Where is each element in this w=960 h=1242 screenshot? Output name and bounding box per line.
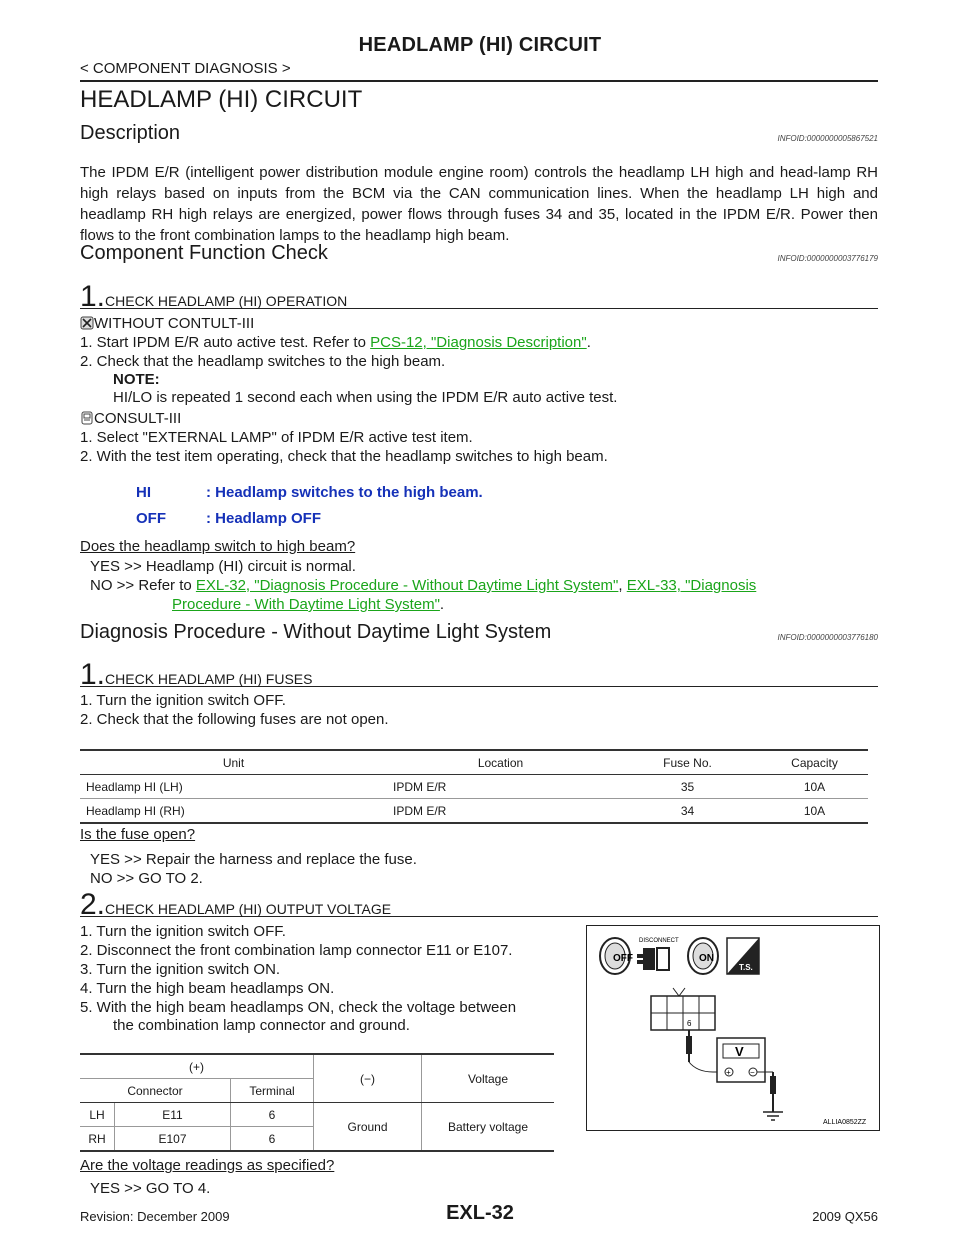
disconnect-icon [637,938,679,970]
without-consult-label: WITHOUT CONTULT-III [94,315,255,332]
consult-label: CONSULT-III [94,410,182,427]
cfc-w-step-1: 1. Start IPDM E/R auto active test. Refer to PCS-12, "Diagnosis Description". [80,334,591,351]
exl-33-link[interactable]: EXL-33, "Diagnosis [626,577,757,594]
figure-drawing [587,926,879,1130]
pcs-12-link[interactable]: PCS-12, "Diagnosis Description" [370,334,587,351]
ignition-off-icon [600,938,633,974]
hi-value: : Headlamp switches to the high beam. [206,484,483,501]
dp-s2-5: 5. With the high beam headlamps ON, check the voltage between [80,999,517,1016]
fuse-question: Is the fuse open? [80,826,196,843]
cfc-c-step-1: 1. Select "EXTERNAL LAMP" of IPDM E/R active test item. [80,429,473,446]
cfc-yes: YES >> Headlamp (HI) circuit is normal. [90,558,356,575]
dp-step-1: 1.CHECK HEADLAMP (HI) FUSES [80,658,878,687]
footer-revision: Revision: December 2009 [80,1209,230,1224]
dp-infoid: INFOID:0000000003776180 [777,633,878,642]
header-rule [80,80,878,82]
consult-icon [80,411,94,425]
hi-key: HI [136,484,151,501]
without-consult-row [80,315,254,332]
cfc-w-step-2: 2. Check that the headlamp switches to the high beam. [80,353,446,370]
note-label: NOTE: [113,371,160,388]
exl-33-link-cont[interactable]: Procedure - With Daytime Light System" [172,596,440,613]
off-key: OFF [136,510,166,527]
dp-step-2: 2.CHECK HEADLAMP (HI) OUTPUT VOLTAGE [80,888,878,917]
description-body: The IPDM E/R (intelligent power distribution module engine room) controls the headlamp LH high and head-lamp RH high relays based on inputs from the BCM via the CAN communication lines. When the headlamp LH high and headlamp RH high relays are energized, power flows through fuses 34 and 35, located in the IPDM E/R. Power then flows to the front combination lamps to the headlamp high beam. [80,164,878,244]
fuse-table-header: Unit Location Fuse No. Capacity [80,750,868,775]
running-header-subtitle: < COMPONENT DIAGNOSIS > [80,60,291,77]
note-text: HI/LO is repeated 1 second each when using the IPDM E/R auto active test. [113,389,618,406]
voltage-table: (+) (−) Voltage Connector Terminal LH E11 6 Ground Battery voltage RH E107 6 [80,1053,554,1152]
dp-s1-1: 1. Turn the ignition switch OFF. [80,692,286,709]
fuse-table [80,749,868,824]
dp-heading: Diagnosis Procedure - Without Daytime Light System [80,621,552,643]
figure-code: ALLIA0852ZZ [823,1119,867,1126]
cfc-infoid: INFOID:0000000003776179 [777,254,878,263]
consult-row [80,410,181,427]
cfc-question: Does the headlamp switch to high beam? [80,538,356,555]
pin-number: 6 [687,1019,692,1028]
running-header-title: HEADLAMP (HI) CIRCUIT [358,34,602,56]
table-row: LH E11 6 Ground Battery voltage [80,1103,554,1127]
dp-s2-1: 1. Turn the ignition switch OFF. [80,923,286,940]
svg-text:DISCONNECT: DISCONNECT [639,938,679,944]
voltage-question: Are the voltage readings as specified? [80,1157,335,1174]
dp-s2-5-cont: the combination lamp connector and ground. [113,1017,410,1034]
step-title: CHECK HEADLAMP (HI) OPERATION [105,293,348,309]
table-row: Headlamp HI (RH) IPDM E/R 34 10A [86,803,826,818]
description-heading: Description [80,122,181,144]
cfc-heading: Component Function Check [80,242,328,264]
cfc-no: NO >> Refer to EXL-32, "Diagnosis Procedure - Without Daytime Light System", EXL-33, "Diagnosis [90,577,757,594]
svg-text:ON: ON [699,953,714,964]
svg-text:+: + [726,1068,731,1077]
svg-text:V: V [735,1044,744,1059]
voltage-check-figure [586,925,880,1131]
footer-model: 2009 QX56 [812,1209,878,1224]
cfc-c-step-2: 2. With the test item operating, check that the headlamp switches to high beam. [80,448,608,465]
no-consult-icon [80,316,94,330]
dp-s1-2: 2. Check that the following fuses are not open. [80,711,389,728]
fuse-no: NO >> GO TO 2. [90,870,203,887]
off-text: OFF [613,953,633,964]
ground-icon [763,1112,783,1120]
voltage-yes: YES >> GO TO 4. [90,1180,211,1197]
svg-text:T.S.: T.S. [739,963,753,972]
table-row: Headlamp HI (LH) IPDM E/R 35 10A [80,775,868,799]
fuse-yes: YES >> Repair the harness and replace the fuse. [90,851,417,868]
svg-text:−: − [750,1068,755,1077]
off-value: : Headlamp OFF [206,510,322,527]
page-title: HEADLAMP (HI) CIRCUIT [80,86,363,113]
connector-icon [651,988,715,1030]
description-infoid: INFOID:0000000005867521 [777,134,878,143]
tester-icon [727,938,759,974]
step-number: 1. [80,280,106,313]
dp-s2-2: 2. Disconnect the front combination lamp connector E11 or E107. [80,942,513,959]
voltmeter-icon [717,1038,765,1082]
cfc-step-1 [80,280,878,313]
footer-page-number: EXL-32 [446,1202,514,1224]
exl-32-link[interactable]: EXL-32, "Diagnosis Procedure - Without Daytime Light System" [195,577,619,594]
cfc-no-cont: Procedure - With Daytime Light System". [172,596,445,613]
table-row: RH E107 6 [80,1127,554,1152]
dp-s2-4: 4. Turn the high beam headlamps ON. [80,980,335,997]
dp-s2-3: 3. Turn the ignition switch ON. [80,961,281,978]
ignition-on-icon [688,938,718,974]
